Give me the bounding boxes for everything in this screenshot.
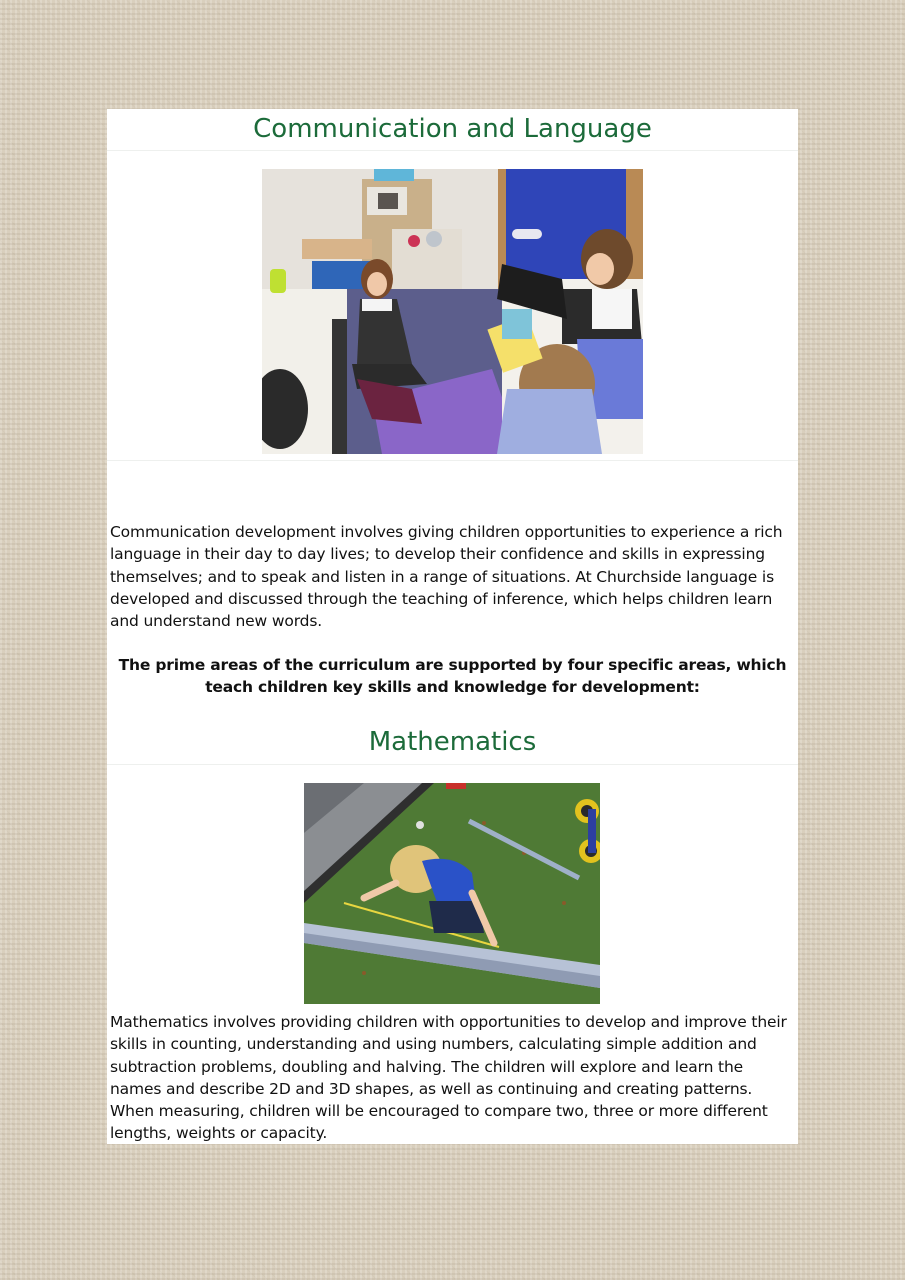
divider [107,460,798,461]
document-page [107,109,798,1144]
communication-paragraph: Communication development involves giving children opportunities to experience a rich language in their day to day lives; to develop their confidence and skills in expressing themselves; and to speak and listen in a range of situations. At Churchside language is developed and discussed through the teaching of inference, which helps children learn and understand new words. [110,523,783,631]
child-measuring-illustration [304,783,600,1004]
prime-areas-statement: The prime areas of the curriculum are supported by four specific areas, which teach children key skills and knowledge for development: [118,656,787,697]
children-reading-illustration [262,169,643,454]
divider [107,764,798,765]
communication-heading: Communication and Language [253,114,652,144]
mathematics-heading: Mathematics [368,727,537,757]
child-measuring-photo [304,783,600,1004]
children-reading-photo [262,169,643,454]
divider [107,150,798,151]
mathematics-paragraph: Mathematics involves providing children with opportunities to develop and improve their skills in counting, understanding and using numbers, calculating simple addition and subtraction problems, doubling and halving. The children will explore and learn the names and describe 2D and 3D shapes, as well as continuing and creating patterns. When measuring, children will be encouraged to compare two, three or more different lengths, weights or capacity. [110,1013,787,1143]
